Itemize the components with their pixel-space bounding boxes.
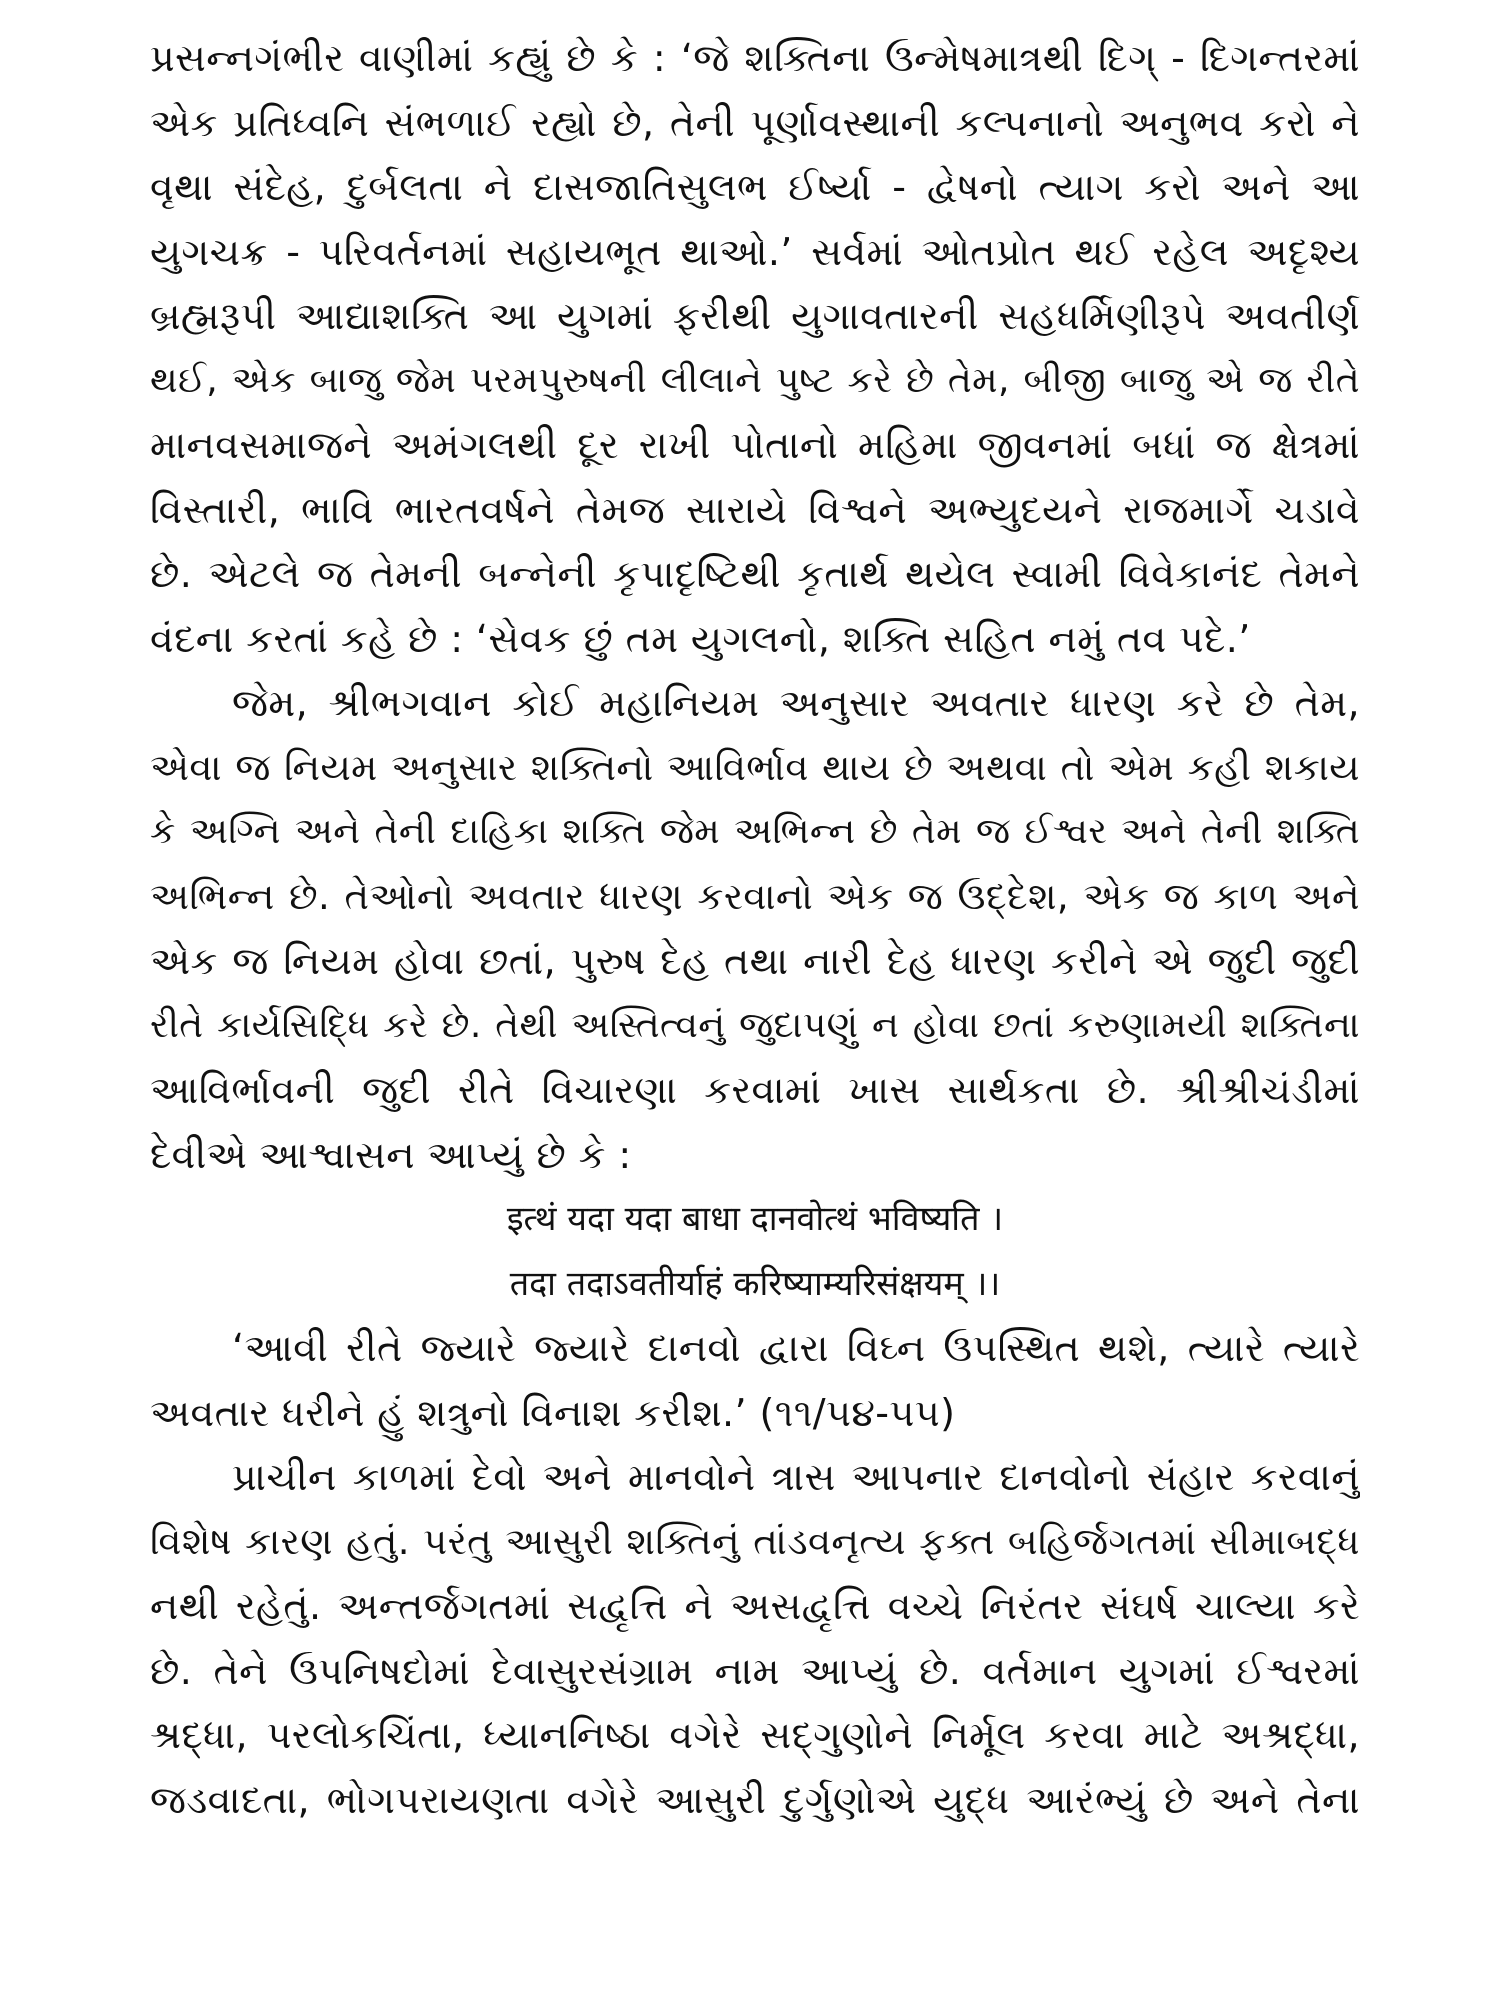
text-line: કે અગ્નિ અને તેની દાહિકા શક્તિ જેમ અભિન્ન છે તેમ જ ઈશ્વર અને તેની શક્તિ (150, 811, 1360, 852)
paragraph-first-line: પ્રાચીન કાળમાં દેવો અને માનવોને ત્રાસ આપનાર દાનવોનો સંહાર કરવાનું (232, 1455, 1360, 1499)
text-line: પ્રસન્નગંભીર વાણીમાં કહ્યું છે કે : ‘જે શક્તિના ઉન્મેષમાત્રથી દિગ્ - દિગન્તરમાં (150, 36, 1360, 80)
paragraph-first-line: ‘આવી રીતે જ્યારે જ્યારે દાનવો દ્વારા વિઘ્ન ઉપસ્થિત થશે, ત્યારે ત્યારે (232, 1326, 1360, 1370)
text-line: શ્રદ્ધા, પરલોકચિંતા, ધ્યાનનિષ્ઠા વગેરે સદ્ગુણોને નિર્મૂલ કરવા માટે અશ્રદ્ધા, (150, 1713, 1360, 1757)
text-line: જડવાદતા, ભોગપરાયણતા વગેરે આસુરી દુર્ગુણોએ યુદ્ધ આરંભ્યું છે અને તેના (150, 1777, 1360, 1822)
text-line: એવા જ નિયમ અનુસાર શક્તિનો આવિર્ભાવ થાય છે અથવા તો એમ કહી શકાય (150, 745, 1360, 789)
text-line: એક પ્રતિધ્વનિ સંભળાઈ રહ્યો છે, તેની પૂર્ણાવસ્થાની કલ્પનાનો અનુભવ કરો ને (150, 100, 1360, 145)
text-line: નથી રહેતું. અન્તર્જગતમાં સદ્વૃત્તિ ને અસદ્વૃત્તિ વચ્ચે નિરંતર સંઘર્ષ ચાલ્યા કરે (150, 1584, 1360, 1628)
text-line: છે. એટલે જ તેમની બન્નેની કૃપાદૃષ્ટિથી કૃતાર્થ થયેલ સ્વામી વિવેકાનંદ તેમને (150, 552, 1360, 596)
text-line: અવતાર ધરીને હું શત્રુનો વિનાશ કરીશ.’ (૧૧/૫૪-૫૫) (150, 1390, 956, 1435)
text-line: વૃથા સંદેહ, દુર્બલતા ને દાસજાતિસુલભ ઈર્ષ્યા - દ્વેષનો ત્યાગ કરો અને આ (150, 165, 1360, 209)
text-line: યુગચક્ર - પરિવર્તનમાં સહાયભૂત થાઓ.’ સર્વમાં ઓતપ્રોત થઈ રહેલ અદૃશ્ય (150, 229, 1360, 274)
text-line: રીતે કાર્યસિદ્ધિ કરે છે. તેથી અસ્તિત્વનું જુદાપણું ન હોવા છતાં કરુણામયી શક્તિના (150, 1004, 1360, 1046)
sanskrit-verse-line: तदा तदाऽवतीर्याहं करिष्याम्यरिसंक्षयम् ।। (509, 1263, 1001, 1304)
text-line: બ્રહ્મરૂપી આદ્યાશક્તિ આ યુગમાં ફરીથી યુગાવતારની સહધર્મિણીરૂપે અવતીર્ણ (150, 294, 1360, 338)
text-line: અભિન્ન છે. તેઓનો અવતાર ધારણ કરવાનો એક જ ઉદ્દેશ, એક જ કાળ અને (150, 874, 1360, 918)
text-line: આવિર્ભાવની જુદી રીતે વિચારણા કરવામાં ખાસ સાર્થકતા છે. શ્રીશ્રીચંડીમાં (150, 1068, 1360, 1112)
text-line: છે. તેને ઉપનિષદોમાં દેવાસુરસંગ્રામ નામ આપ્યું છે. વર્તમાન યુગમાં ઈશ્વરમાં (150, 1648, 1360, 1693)
sanskrit-verse-line: इत्थं यदा यदा बाधा दानवोत्थं भविष्यति । (506, 1199, 1004, 1239)
text-line: દેવીએ આશ્વાસન આપ્યું છે કે : (150, 1132, 632, 1177)
paragraph-first-line: જેમ, શ્રીભગવાન કોઈ મહાનિયમ અનુસાર અવતાર ધારણ કરે છે તેમ, (232, 681, 1360, 725)
text-line: એક જ નિયમ હોવા છતાં, પુરુષ દેહ તથા નારી દેહ ધારણ કરીને એ જુદી જુદી (150, 939, 1360, 983)
text-line: માનવસમાજને અમંગલથી દૂર રાખી પોતાનો મહિમા જીવનમાં બધાં જ ક્ષેત્રમાં (150, 423, 1360, 467)
text-line: થઈ, એક બાજુ જેમ પરમપુરુષની લીલાને પુષ્ટ કરે છે તેમ, બીજી બાજુ એ જ રીતે (150, 359, 1360, 401)
body-text (150, 26, 1360, 1832)
text-line: વિસ્તારી, ભાવિ ભારતવર્ષને તેમજ સારાયે વિશ્વને અભ્યુદયને રાજમાર્ગે ચડાવે (150, 487, 1360, 532)
text-line: વંદના કરતાં કહે છે : ‘સેવક છું તમ યુગલનો, શક્તિ સહિત નમું તવ પદે.’ (150, 616, 1251, 661)
text-line: વિશેષ કારણ હતું. પરંતુ આસુરી શક્તિનું તાંડવનૃત્ય ફક્ત બહિર્જગતમાં સીમાબદ્ધ (150, 1519, 1360, 1563)
